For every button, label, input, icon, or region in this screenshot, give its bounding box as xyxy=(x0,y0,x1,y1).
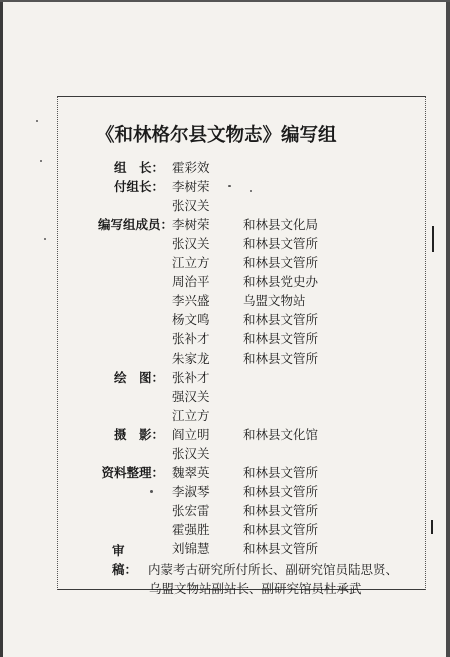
staff-row xyxy=(98,408,418,424)
staff-name: 张汉关 xyxy=(172,236,210,252)
scan-speck xyxy=(40,160,42,162)
staff-role: 摄 影： xyxy=(113,426,164,442)
staff-name: 朱家龙 xyxy=(172,350,210,366)
staff-row xyxy=(98,293,418,309)
staff-row xyxy=(98,351,418,367)
staff-name: 李树荣 xyxy=(172,217,210,233)
staff-row xyxy=(98,389,418,405)
staff-row xyxy=(98,522,418,538)
staff-role: 付组长： xyxy=(113,179,164,195)
staff-row xyxy=(98,503,418,519)
staff-role: 资料整理： xyxy=(101,464,164,480)
staff-row xyxy=(98,198,418,214)
staff-name: 周治平 xyxy=(172,274,210,290)
staff-affiliation: 和林县文管所 xyxy=(243,464,319,480)
staff-row xyxy=(98,427,418,443)
staff-row xyxy=(98,236,418,252)
staff-affiliation: 和林县文管所 xyxy=(243,350,319,366)
staff-name: 刘锦慧 xyxy=(172,541,210,556)
staff-affiliation: 和林县文管所 xyxy=(243,541,319,556)
staff-role: 编写组成员： xyxy=(98,217,174,233)
staff-name: 李兴盛 xyxy=(172,293,210,309)
staff-affiliation: 和林县文管所 xyxy=(243,236,319,252)
staff-name: 张补才 xyxy=(172,331,210,347)
staff-affiliation: 和林县党史办 xyxy=(243,274,319,290)
staff-row xyxy=(98,331,418,347)
staff-row xyxy=(98,446,418,462)
scan-speck xyxy=(228,185,231,187)
staff-name: 张补才 xyxy=(172,369,210,385)
review-line-1 xyxy=(112,541,398,579)
staff-row xyxy=(98,255,418,271)
page-left-edge xyxy=(0,0,3,657)
staff-name: 张汉关 xyxy=(172,198,210,214)
page-top-edge xyxy=(0,0,450,2)
staff-affiliation: 和林县文管所 xyxy=(243,255,319,271)
staff-name: 江立方 xyxy=(172,407,210,423)
staff-name: 李树荣 xyxy=(172,179,210,195)
staff-affiliation: 和林县文管所 xyxy=(243,502,319,518)
scan-speck xyxy=(44,238,46,240)
staff-name: 杨文鸣 xyxy=(172,312,210,328)
scan-mark xyxy=(432,226,434,252)
staff-affiliation: 乌盟文物站 xyxy=(243,293,306,309)
staff-affiliation: 和林县文化馆 xyxy=(243,426,319,442)
scan-speck xyxy=(250,190,252,192)
scan-speck xyxy=(36,120,38,122)
staff-row xyxy=(98,484,418,500)
staff-name: 张宏雷 xyxy=(172,502,210,518)
staff-role: 绘 图： xyxy=(113,369,164,385)
staff-name: 阎立明 xyxy=(172,426,210,442)
staff-row xyxy=(98,160,418,176)
staff-row xyxy=(98,465,418,481)
staff-name: 霍彩效 xyxy=(172,160,210,175)
staff-role: 组 长： xyxy=(113,160,164,175)
staff-row xyxy=(98,274,418,290)
review-block xyxy=(112,541,398,598)
review-text-1: 内蒙考古研究所付所长、副研究馆员陆思贤、 xyxy=(148,562,399,577)
staff-row xyxy=(98,217,418,233)
staff-affiliation: 和林县文管所 xyxy=(243,483,319,499)
staff-row xyxy=(98,312,418,328)
staff-row xyxy=(98,179,418,195)
review-line-2: 乌盟文物站副站长、副研究馆员杜承武 xyxy=(149,581,362,596)
scan-speck xyxy=(150,490,153,493)
staff-name: 霍强胜 xyxy=(172,521,210,537)
staff-affiliation: 和林县文管所 xyxy=(243,331,319,347)
staff-affiliation: 和林县文管所 xyxy=(243,312,319,328)
page-title: 《和林格尔县文物志》编写组 xyxy=(96,125,337,146)
staff-affiliation: 和林县文管所 xyxy=(243,521,319,537)
staff-name: 强汉关 xyxy=(172,388,210,404)
staff-name: 张汉关 xyxy=(172,445,210,461)
staff-name: 魏翠英 xyxy=(172,464,210,480)
page-right-edge xyxy=(446,0,450,657)
review-label: 审稿： xyxy=(112,543,138,577)
scan-mark xyxy=(431,520,433,534)
staff-affiliation: 和林县文化局 xyxy=(243,217,319,233)
staff-row xyxy=(98,370,418,386)
staff-name: 江立方 xyxy=(172,255,210,271)
staff-name: 李淑琴 xyxy=(172,483,210,499)
